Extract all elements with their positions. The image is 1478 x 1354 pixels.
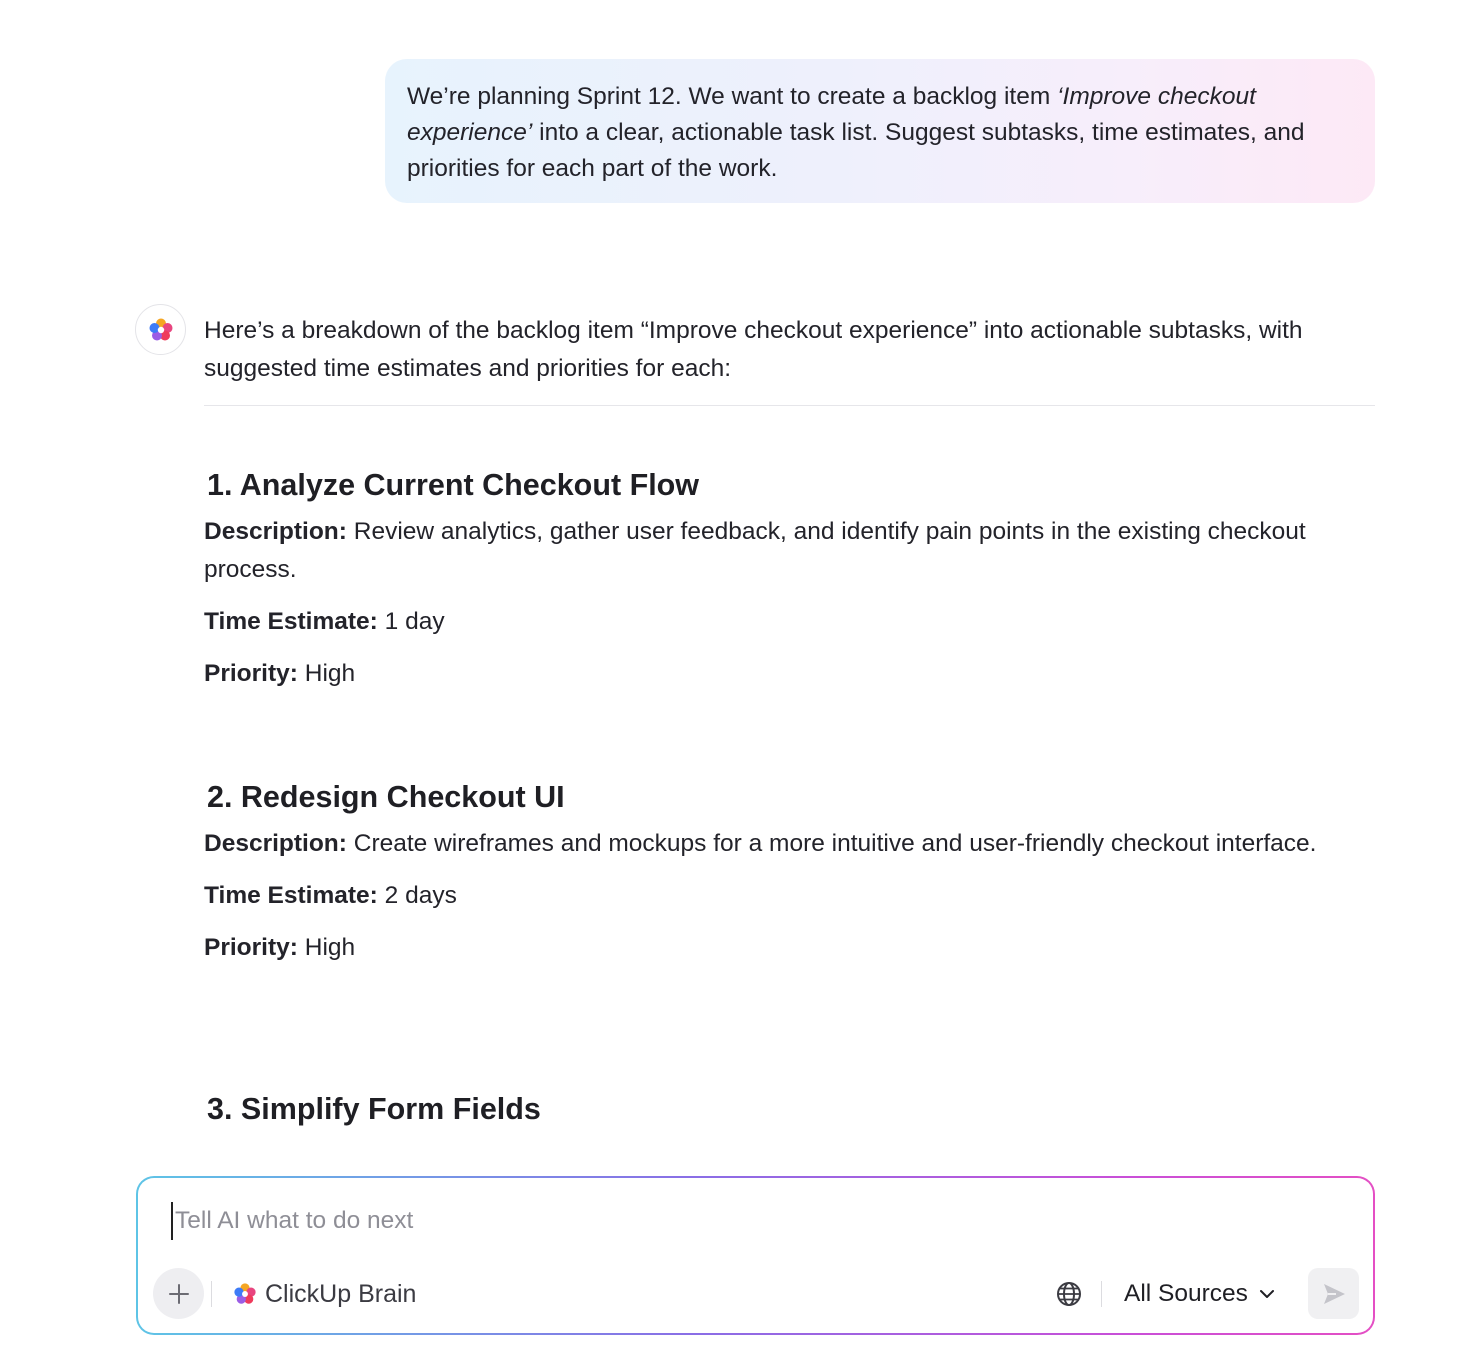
subtask-title: 2. Redesign Checkout UI [207, 780, 565, 814]
time-estimate-label: Time Estimate: [204, 882, 378, 909]
toolbar-separator [211, 1281, 212, 1307]
send-icon [1321, 1281, 1347, 1307]
user-message-text: We’re planning Sprint 12. We want to create a backlog item [407, 83, 1058, 110]
web-search-button[interactable] [1056, 1281, 1082, 1312]
ai-composer [136, 1176, 1375, 1335]
priority-value: High [297, 660, 356, 687]
user-message-text-cont: into a clear, actionable task list. Suggest subtasks, time estimates, and priorities for each part of the work. [407, 119, 1305, 182]
subtask-section [204, 1089, 1375, 1129]
priority-label: Priority: [204, 660, 298, 687]
user-message-italic: ‘Improve checkout experience’ [407, 83, 1256, 146]
time-estimate-label: Time Estimate: [204, 608, 378, 635]
ai-response [204, 0, 1375, 1146]
chevron-down-icon [1258, 1285, 1276, 1303]
clickup-brain-icon [148, 317, 174, 343]
send-button[interactable] [1308, 1268, 1359, 1319]
clickup-brain-selector[interactable] [233, 1276, 416, 1312]
toolbar-separator [1101, 1281, 1102, 1307]
subtask-time-estimate [204, 603, 1375, 641]
description-value: Create wireframes and mockups for a more intuitive and user-friendly checkout interface. [346, 830, 1317, 857]
plus-icon [168, 1283, 190, 1305]
clickup-brain-label: ClickUp Brain [265, 1279, 417, 1308]
clickup-brain-icon [233, 1282, 257, 1306]
prompt-input[interactable] [171, 1202, 1271, 1240]
subtask-title: 1. Analyze Current Checkout Flow [207, 468, 700, 502]
subtask-title: 3. Simplify Form Fields [207, 1092, 541, 1126]
subtask-priority [204, 655, 1375, 693]
description-label: Description: [204, 518, 347, 545]
priority-value: High [297, 934, 356, 961]
add-attachment-button[interactable] [153, 1268, 204, 1319]
ai-composer-inner [138, 1178, 1373, 1333]
subtask-description [204, 513, 1375, 589]
subtask-section [204, 465, 1375, 693]
time-estimate-value: 2 days [377, 882, 457, 909]
description-value: Review analytics, gather user feedback, and identify pain points in the existing checkout process. [204, 518, 1306, 583]
subtask-description [204, 825, 1375, 863]
sources-dropdown[interactable] [1124, 1276, 1276, 1312]
description-label: Description: [204, 830, 347, 857]
subtask-time-estimate [204, 877, 1375, 915]
priority-label: Priority: [204, 934, 298, 961]
ai-avatar [135, 304, 186, 355]
subtask-priority [204, 929, 1375, 967]
divider [204, 405, 1375, 406]
globe-icon [1056, 1281, 1082, 1307]
sources-label: All Sources [1124, 1280, 1248, 1307]
subtask-section [204, 777, 1375, 967]
ai-response-intro: Here’s a breakdown of the backlog item “Improve checkout experience” into actionable subtasks, with suggested time estimates and priorities for each: [204, 317, 1303, 382]
time-estimate-value: 1 day [377, 608, 445, 635]
